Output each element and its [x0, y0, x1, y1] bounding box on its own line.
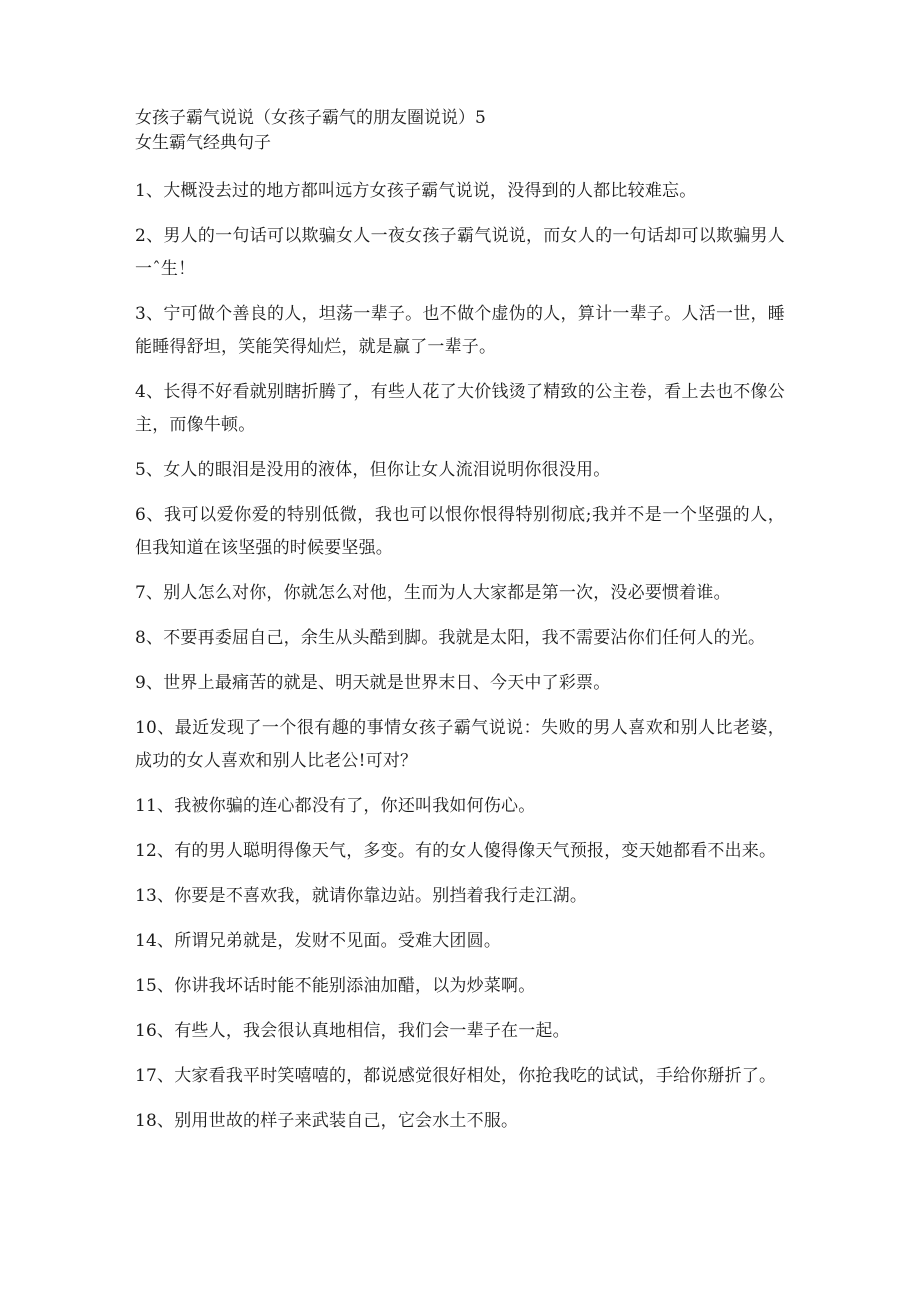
list-item: 3、宁可做个善良的人，坦荡一辈子。也不做个虚伪的人，算计一辈子。人活一世，睡能睡得舒坦，笑能笑得灿烂，就是赢了一辈子。: [135, 304, 785, 357]
list-item: 16、有些人，我会很认真地相信，我们会一辈子在一起。: [135, 1021, 570, 1041]
list-item: 14、所谓兄弟就是，发财不见面。受难大团圆。: [135, 931, 502, 951]
list-item: 7、别人怎么对你，你就怎么对他，生而为人大家都是第一次，没必要惯着谁。: [135, 583, 731, 603]
list-item: 6、我可以爱你爱的特别低微，我也可以恨你恨得特别彻底;我并不是一个坚强的人，但我知道在该坚强的时候要坚强。: [135, 505, 785, 558]
list-item: 5、女人的眼泪是没用的液体，但你让女人流泪说明你很没用。: [135, 460, 611, 480]
list-item: 17、大家看我平时笑嘻嘻的，都说感觉很好相处，你抢我吃的试试，手给你掰折了。: [135, 1066, 777, 1086]
document-body: [135, 106, 785, 1150]
list-item: 10、最近发现了一个很有趣的事情女孩子霸气说说：失败的男人喜欢和别人比老婆，成功的女人喜欢和别人比老公!可对？: [135, 718, 785, 771]
document-title: 女孩子霸气说说（女孩子霸气的朋友圈说说）5: [135, 108, 486, 128]
list-item: 4、长得不好看就别瞎折腾了，有些人花了大价钱烫了精致的公主卷，看上去也不像公主，而像牛顿。: [135, 382, 785, 435]
list-item: 1、大概没去过的地方都叫远方女孩子霸气说说，没得到的人都比较难忘。: [135, 181, 697, 201]
list-item: 8、不要再委屈自己，余生从头酷到脚。我就是太阳，我不需要沾你们任何人的光。: [135, 628, 766, 648]
list-item: 9、世界上最痛苦的就是、明天就是世界末日、今天中了彩票。: [135, 673, 611, 693]
list-item: 13、你要是不喜欢我，就请你靠边站。别挡着我行走江湖。: [135, 886, 588, 906]
list-item: 18、别用世故的样子来武装自己，它会水土不服。: [135, 1111, 519, 1131]
document-subtitle: 女生霸气经典句子: [135, 133, 271, 153]
quote-list: [135, 175, 785, 1138]
list-item: 15、你讲我坏话时能不能别添油加醋，以为炒菜啊。: [135, 976, 536, 996]
list-item: 12、有的男人聪明得像天气，多变。有的女人傻得像天气预报，变天她都看不出来。: [135, 841, 777, 861]
list-item: 11、我被你骗的连心都没有了，你还叫我如何伤心。: [135, 796, 536, 816]
list-item: 2、男人的一句话可以欺骗女人一夜女孩子霸气说说，而女人的一句话却可以欺骗男人一ˆ生！: [135, 226, 785, 279]
